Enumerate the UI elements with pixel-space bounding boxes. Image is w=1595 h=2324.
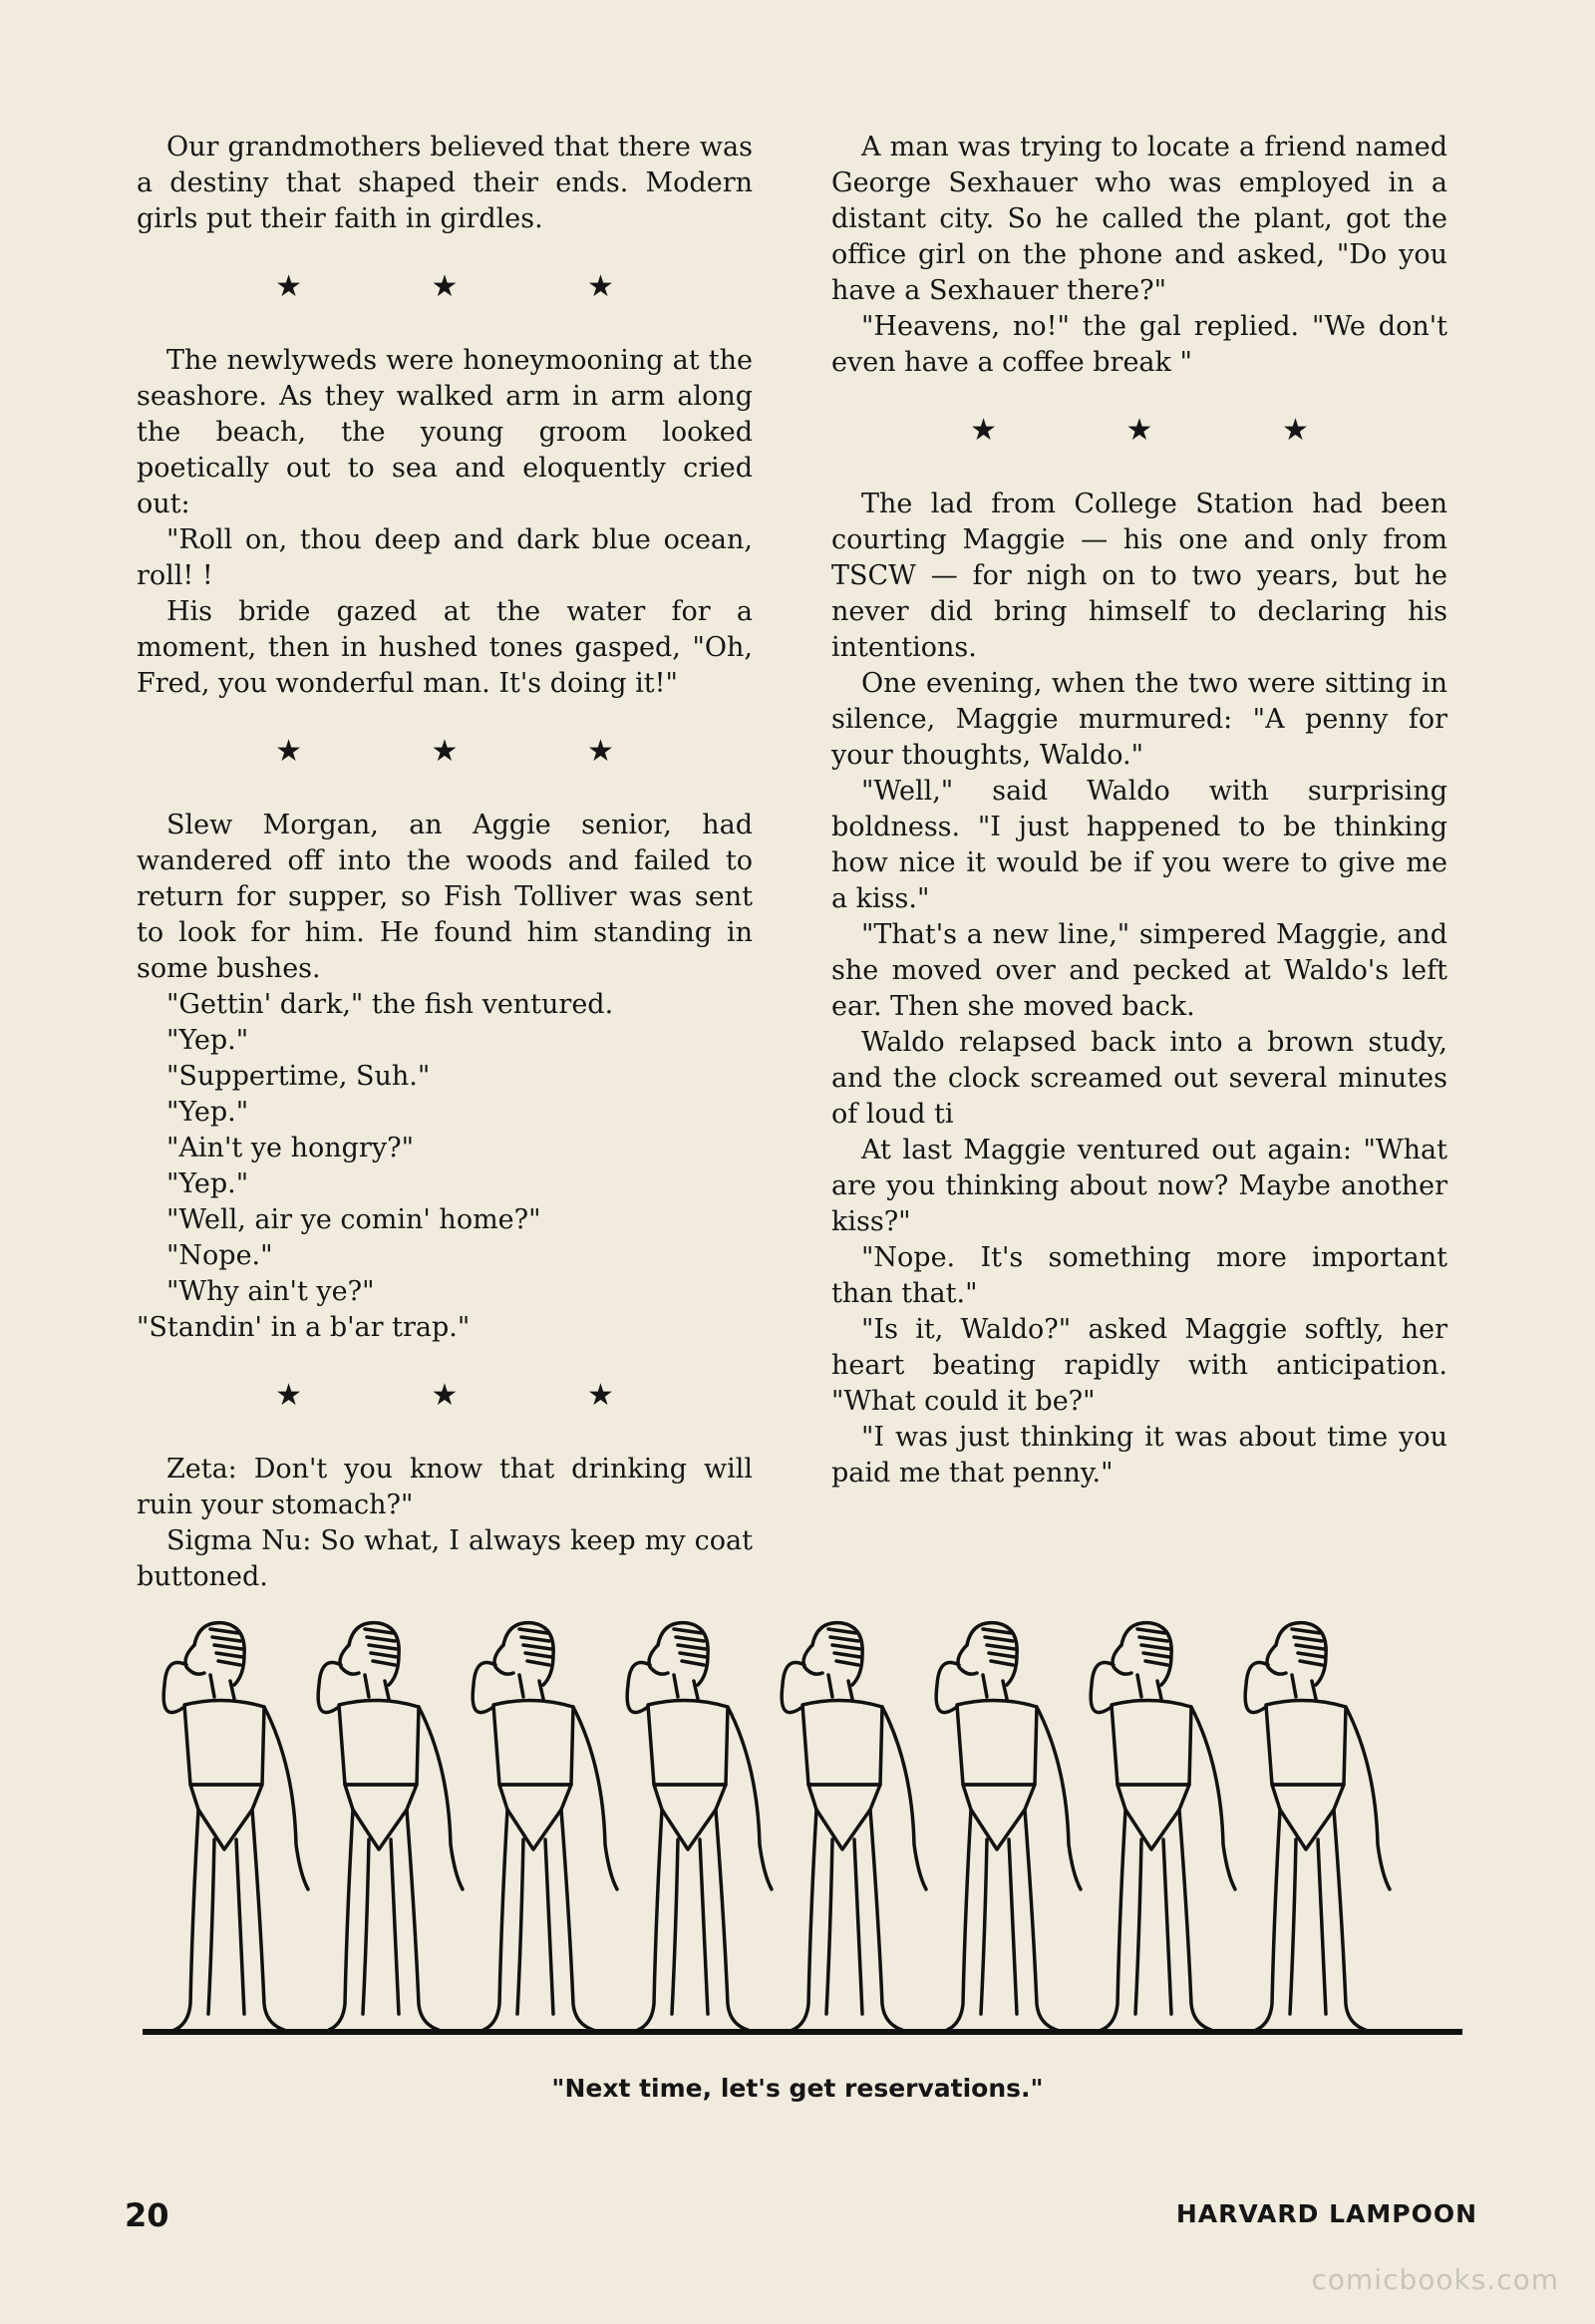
punchline: "Standin' in a b'ar trap." <box>137 1312 471 1343</box>
paragraph: "That's a new line," simpered Maggie, and she moved over and pecked at Waldo's left ear. Then she moved back. <box>831 919 1447 1022</box>
paragraph: "Well," said Waldo with surprising boldness. "I just happened to be thinking how nice it would be if you were to give me a kiss." <box>831 776 1447 914</box>
cartoon-caption: "Next time, let's get reservations." <box>551 2074 1044 2103</box>
paragraph: "Is it, Waldo?" asked Maggie softly, her heart beating rapidly with anticipation. "What could it be?" <box>831 1314 1447 1417</box>
joke-sexhauer <box>831 130 1447 381</box>
egyptian-frieze-cartoon <box>135 1615 1470 2054</box>
joke-stomach <box>137 1452 753 1595</box>
paragraph: Waldo relapsed back into a brown study, and the clock screamed out several minutes of loud ti <box>831 1027 1447 1130</box>
dialogue-line: "Well, air ye comin' home?" <box>166 1204 541 1235</box>
page-number: 20 <box>125 2196 169 2234</box>
paragraph: A man was trying to locate a friend named George Sexhauer who was employed in a distant city. So he called the plant, got the office girl on the phone and asked, "Do you have a Sexhauer there?" <box>831 132 1447 306</box>
joke-newlyweds <box>137 343 753 702</box>
paragraph: "I was just thinking it was about time you paid me that penny." <box>831 1422 1447 1489</box>
paragraph: Sigma Nu: So what, I always keep my coat buttoned. <box>137 1525 753 1592</box>
paragraph: Our grandmothers believed that there was a destiny that shaped their ends. Modern girls put their faith in girdles. <box>137 132 753 234</box>
dialogue-line: "Gettin' dark," the fish ventured. <box>166 989 614 1020</box>
paragraph: "Heavens, no!" the gal replied. "We don't even have a coffee break " <box>831 311 1447 378</box>
figure <box>782 1623 926 2030</box>
figure <box>936 1623 1081 2030</box>
dialogue-line: "Why ain't ye?" <box>166 1276 375 1307</box>
dialogue-line: "Yep." <box>166 1097 249 1128</box>
figure <box>163 1623 308 2030</box>
dialogue-line: "Yep." <box>166 1025 249 1056</box>
joke-bar-trap <box>137 808 753 1346</box>
dialogue-line: "Yep." <box>166 1168 249 1199</box>
figure <box>1091 1623 1235 2030</box>
dialogue-line: "Ain't ye hongry?" <box>166 1133 414 1163</box>
figure <box>627 1623 772 2030</box>
paragraph: The lad from College Station had been courting Maggie — his one and only from TSCW — for nigh on to two years, but he never did bring himself to declaring his intentions. <box>831 489 1447 663</box>
paragraph: Zeta: Don't you know that drinking will ruin your stomach?" <box>137 1454 753 1520</box>
publication-title: HARVARD LAMPOON <box>1175 2199 1477 2228</box>
star-divider: ★ ★ ★ <box>275 269 674 304</box>
paragraph: Slew Morgan, an Aggie senior, had wandered off into the woods and failed to return for supper, so Fish Tolliver was sent to look for him. He found him standing in some bushes. <box>137 810 753 984</box>
joke-girdles <box>137 130 753 237</box>
star-divider: ★ ★ ★ <box>970 413 1369 448</box>
star-divider: ★ ★ ★ <box>275 1378 674 1413</box>
figure <box>473 1623 617 2030</box>
paragraph: One evening, when the two were sitting in silence, Maggie murmured: "A penny for your thoughts, Waldo." <box>831 668 1447 771</box>
joke-penny <box>831 487 1447 1492</box>
dialogue-line: "Suppertime, Suh." <box>166 1061 431 1092</box>
star-divider: ★ ★ ★ <box>275 734 674 769</box>
dialogue-line: "Nope." <box>166 1240 273 1271</box>
paragraph: At last Maggie ventured out again: "What are you thinking about now? Maybe another kiss?" <box>831 1135 1447 1237</box>
paragraph: The newlyweds were honeymooning at the seashore. As they walked arm in arm along the beach, the young groom looked poetically out to sea and eloquently cried out: <box>137 345 753 519</box>
watermark: comicbooks.com <box>1311 2263 1559 2296</box>
right-column <box>831 130 1447 1492</box>
figure <box>318 1623 463 2030</box>
paragraph: "Roll on, thou deep and dark blue ocean, roll! ! <box>137 524 753 591</box>
paragraph: His bride gazed at the water for a moment, then in hushed tones gasped, "Oh, Fred, you wonderful man. It's doing it!" <box>137 596 753 699</box>
left-column <box>137 130 753 1595</box>
figure <box>1245 1623 1390 2030</box>
paragraph: "Nope. It's something more important than that." <box>831 1242 1447 1309</box>
